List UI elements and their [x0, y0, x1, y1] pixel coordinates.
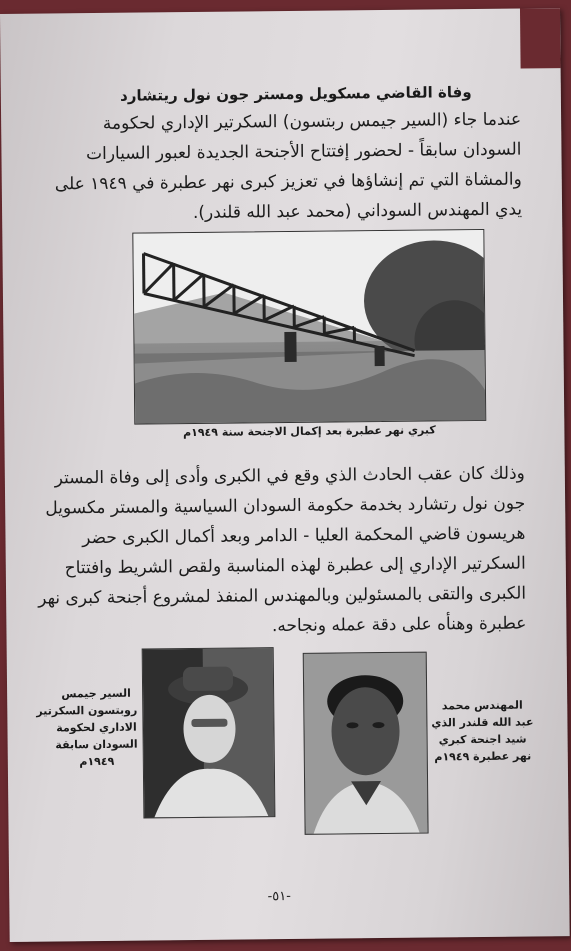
bridge-photo — [132, 229, 486, 425]
paragraph-intro — [54, 105, 523, 229]
caption-line: المهندس محمد — [441, 698, 523, 713]
paragraph-line: عندما جاء (السير جيمس ربتسون) السكرتير الإداري لحكومة — [102, 109, 522, 134]
paragraph-line: والمشاة التي تم إنشاؤها في تعزيز كبرى نهر عطبرة في ١٩٤٩ على — [54, 169, 522, 195]
portrait-secretary-illustration — [143, 648, 275, 817]
page-corner-background — [520, 8, 561, 68]
paragraph-line: يدي المهندس السوداني (محمد عبد الله قلندر). — [192, 199, 523, 223]
caption-line: السودان سابقة — [55, 737, 138, 752]
caption-line: نهر عطبرة ١٩٤٩م — [434, 749, 532, 764]
caption-line: روبتسون السكرتير — [36, 703, 138, 718]
page-number: -٥١- — [267, 889, 292, 905]
right-portrait-caption — [427, 696, 538, 765]
paragraph-line: السكرتير الإداري إلى عطبرة لهذه المناسبة ولقص الشريط وافتتاح — [64, 553, 526, 579]
paragraph-line: الكبرى والتقى بالمسئولين وبالمهندس المنفذ لمشروع أجنحة كبرى نهر — [38, 583, 527, 609]
portrait-engineer-illustration — [304, 653, 428, 834]
caption-line: عبد الله قلندر الذي — [431, 715, 534, 730]
paragraph-line: السودان سابقاً - لحضور إفتتاح الأجنحة الجديدة لعبور السيارات — [85, 139, 522, 165]
paragraph-line: جون نول رتشارد بخدمة حكومة السودان السياسية والمستر مكسويل — [45, 493, 526, 519]
caption-line: الاداري لحكومة — [56, 720, 137, 735]
paragraph-main — [38, 459, 527, 643]
portrait-secretary-photo — [142, 647, 276, 818]
paragraph-line: هريسون قاضي المحكمة العليا - الدامر وبعد أكمال الكبرى حضر — [82, 523, 526, 549]
portrait-engineer-photo — [303, 652, 429, 835]
left-portrait-caption — [36, 685, 138, 771]
bridge-photo-caption: كبري نهر عطبرة بعد إكمال الاجنحة سنة ١٩٤٩م — [182, 423, 436, 440]
bridge-illustration — [133, 230, 485, 424]
paragraph-line: وذلك كان عقب الحادث الذي وقع في الكبرى وأدى إلى وفاة المستر — [54, 463, 525, 489]
caption-line: السير جيمس — [61, 686, 131, 701]
caption-line: ١٩٤٩م — [79, 754, 115, 769]
paragraph-line: عطبرة وهنأه على دقة عمله ونجاحه. — [271, 613, 527, 637]
book-page — [0, 8, 570, 942]
caption-line: شيد اجنحة كبري — [438, 732, 527, 747]
article-title: وفاة القاضي مسكويل ومستر جون نول ريتشارد — [119, 83, 472, 105]
